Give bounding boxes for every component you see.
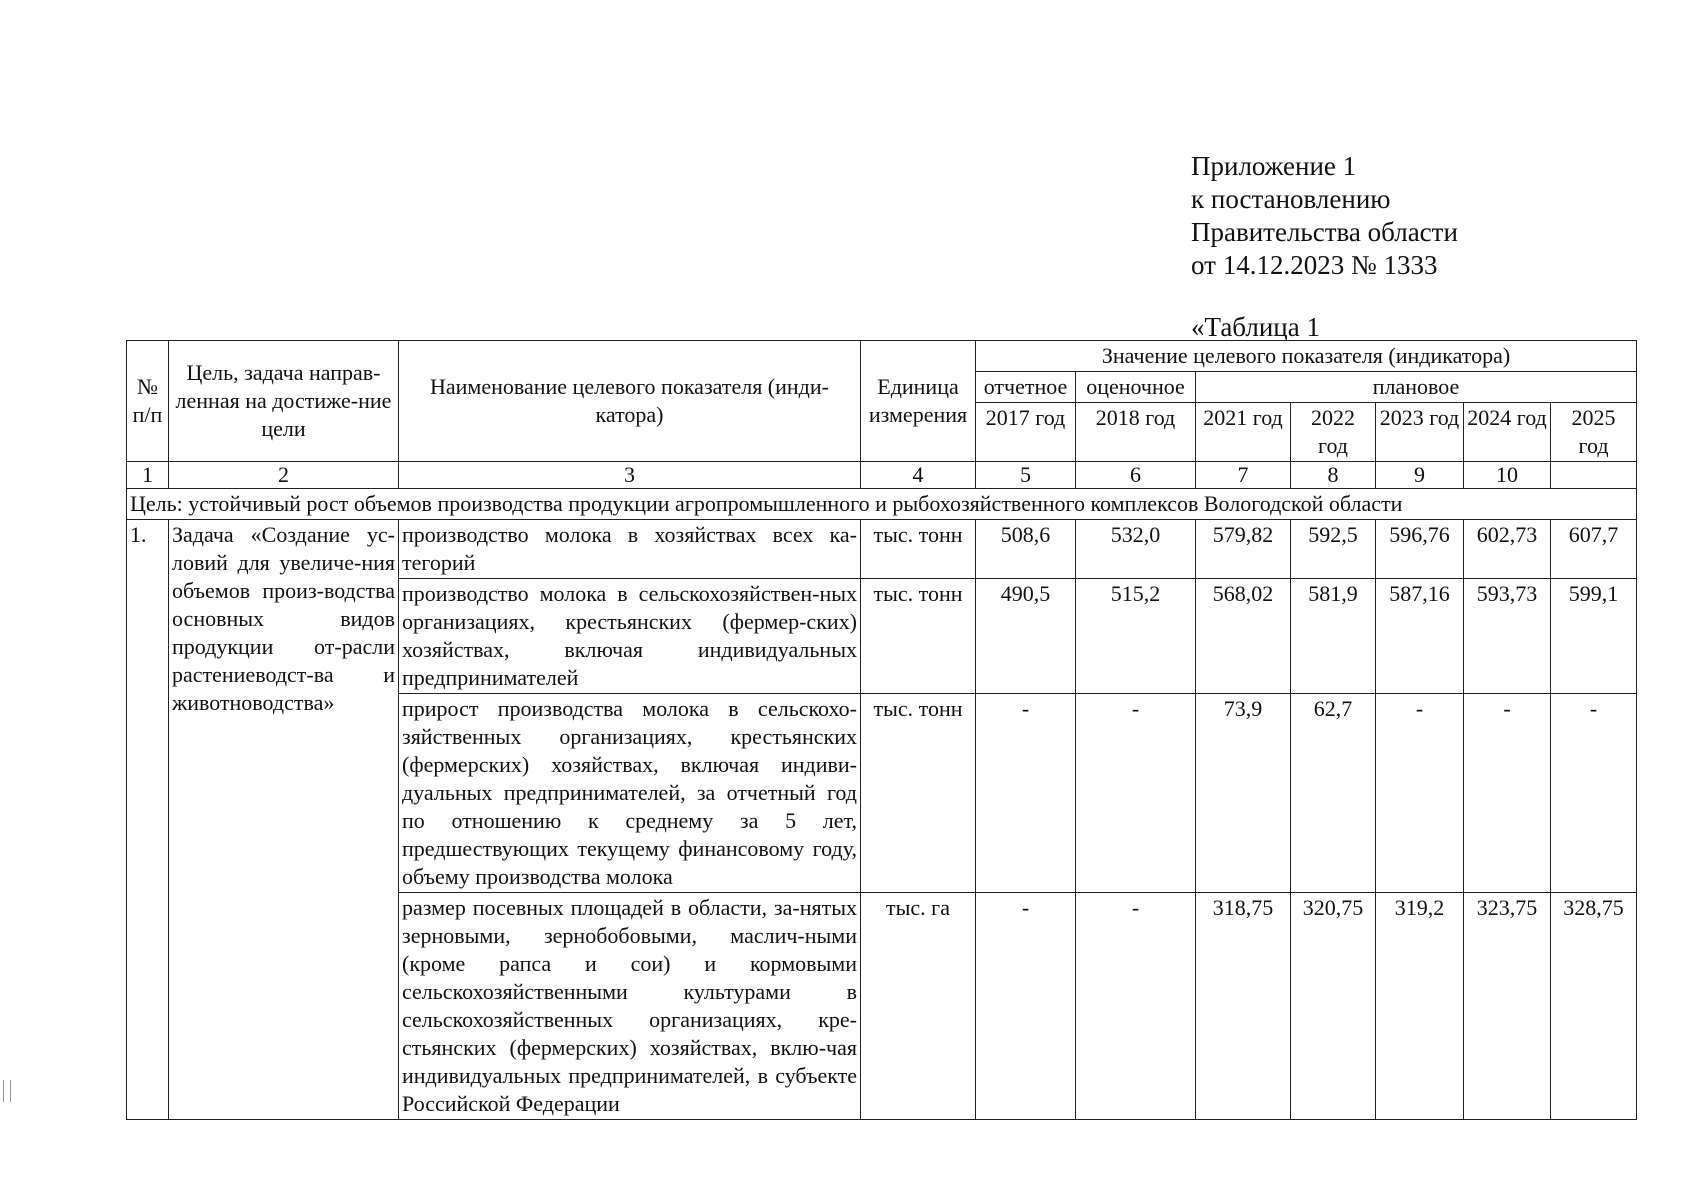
appendix-block bbox=[1191, 150, 1458, 282]
indicator-value: 62,7 bbox=[1291, 694, 1376, 893]
indicator-name: производство молока в хозяйствах всех ка-тегорий bbox=[399, 520, 861, 579]
indicators-table bbox=[126, 340, 1637, 1120]
indicator-unit: тыс. га bbox=[861, 893, 976, 1120]
indicator-value: 593,73 bbox=[1464, 579, 1551, 694]
header-year: 2023 год bbox=[1376, 403, 1464, 462]
column-numbers-row bbox=[127, 462, 1637, 489]
indicator-value: 323,75 bbox=[1464, 893, 1551, 1120]
task-text: Задача «Создание ус-ловий для увеличе-ния объемов произ-водства основных видов продукции от-расли растениеводст-ва и животноводства» bbox=[169, 520, 399, 1120]
indicator-value: 568,02 bbox=[1196, 579, 1291, 694]
indicator-value: - bbox=[1551, 694, 1637, 893]
header-row bbox=[127, 341, 1637, 372]
column-number: 4 bbox=[861, 462, 976, 489]
indicator-value: 490,5 bbox=[976, 579, 1076, 694]
header-year: 2017 год bbox=[976, 403, 1076, 462]
indicator-value: 73,9 bbox=[1196, 694, 1291, 893]
appendix-line: к постановлению bbox=[1191, 184, 1391, 214]
column-number: 5 bbox=[976, 462, 1076, 489]
appendix-line: от 14.12.2023 № 1333 bbox=[1191, 250, 1438, 280]
header-year: 2021 год bbox=[1196, 403, 1291, 462]
scan-margin-mark bbox=[3, 1080, 11, 1102]
column-number: 1 bbox=[127, 462, 169, 489]
indicator-unit: тыс. тонн bbox=[861, 694, 976, 893]
column-number: 2 bbox=[169, 462, 399, 489]
indicator-value: 599,1 bbox=[1551, 579, 1637, 694]
appendix-line: Правительства области bbox=[1191, 217, 1458, 247]
indicator-value: 587,16 bbox=[1376, 579, 1464, 694]
header-indicator: Наименование целевого показателя (инди-катора) bbox=[399, 341, 861, 462]
indicator-value: 592,5 bbox=[1291, 520, 1376, 579]
indicator-value: 320,75 bbox=[1291, 893, 1376, 1120]
table-caption: «Таблица 1 bbox=[1191, 312, 1320, 342]
header-estimated: оценочное bbox=[1076, 372, 1196, 403]
header-planned: плановое bbox=[1196, 372, 1637, 403]
indicator-value: 508,6 bbox=[976, 520, 1076, 579]
header-goal: Цель, задача направ-ленная на достиже-ние цели bbox=[169, 341, 399, 462]
header-year: 2022 год bbox=[1291, 403, 1376, 462]
column-number: 3 bbox=[399, 462, 861, 489]
indicator-value: - bbox=[976, 893, 1076, 1120]
indicator-unit: тыс. тонн bbox=[861, 579, 976, 694]
indicator-value: 318,75 bbox=[1196, 893, 1291, 1120]
header-reported: отчетное bbox=[976, 372, 1076, 403]
indicator-value: 581,9 bbox=[1291, 579, 1376, 694]
column-number: 6 bbox=[1076, 462, 1196, 489]
header-year: 2025 год bbox=[1551, 403, 1637, 462]
appendix-line: Приложение 1 bbox=[1191, 151, 1357, 181]
indicator-value: 515,2 bbox=[1076, 579, 1196, 694]
indicator-name: размер посевных площадей в области, за-нятых зерновыми, зернобобовыми, маслич-ными (кроме рапса и сои) и кормовыми сельскохозяйственными культурами в сельскохозяйственных организациях, кре-стьянских (фермерских) хозяйствах, вклю-чая индивидуальных предпринимателей, в субъекте Российской Федерации bbox=[399, 893, 861, 1120]
indicator-value: 607,7 bbox=[1551, 520, 1637, 579]
header-num: № п/п bbox=[127, 341, 169, 462]
header-unit: Единица измерения bbox=[861, 341, 976, 462]
indicator-value: 328,75 bbox=[1551, 893, 1637, 1120]
indicator-value: 532,0 bbox=[1076, 520, 1196, 579]
indicator-value: - bbox=[1076, 893, 1196, 1120]
column-number bbox=[1551, 462, 1637, 489]
table-row bbox=[127, 520, 1637, 579]
header-year: 2018 год bbox=[1076, 403, 1196, 462]
indicator-value: - bbox=[1464, 694, 1551, 893]
header-value-group: Значение целевого показателя (индикатора) bbox=[976, 341, 1637, 372]
indicator-value: 602,73 bbox=[1464, 520, 1551, 579]
column-number: 10 bbox=[1464, 462, 1551, 489]
indicator-name: производство молока в сельскохозяйствен-ных организациях, крестьянских (фермер-ских) хозяйствах, включая индивидуальных предпринимателей bbox=[399, 579, 861, 694]
column-number: 9 bbox=[1376, 462, 1464, 489]
indicator-value: - bbox=[976, 694, 1076, 893]
indicator-value: - bbox=[1376, 694, 1464, 893]
column-number: 7 bbox=[1196, 462, 1291, 489]
goal-text: Цель: устойчивый рост объемов производства продукции агропромышленного и рыбохозяйственного комплексов Вологодской области bbox=[127, 489, 1637, 520]
indicator-name: прирост производства молока в сельскохо-зяйственных организациях, крестьянских (фермерских) хозяйствах, включая индиви-дуальных предпринимателей, за отчетный год по отношению к среднему за 5 лет, предшествующих текущему финансовому году, объему производства молока bbox=[399, 694, 861, 893]
goal-row bbox=[127, 489, 1637, 520]
task-number: 1. bbox=[127, 520, 169, 1120]
header-year: 2024 год bbox=[1464, 403, 1551, 462]
indicator-value: 579,82 bbox=[1196, 520, 1291, 579]
indicator-value: 319,2 bbox=[1376, 893, 1464, 1120]
column-number: 8 bbox=[1291, 462, 1376, 489]
indicator-unit: тыс. тонн bbox=[861, 520, 976, 579]
indicator-value: - bbox=[1076, 694, 1196, 893]
indicator-value: 596,76 bbox=[1376, 520, 1464, 579]
